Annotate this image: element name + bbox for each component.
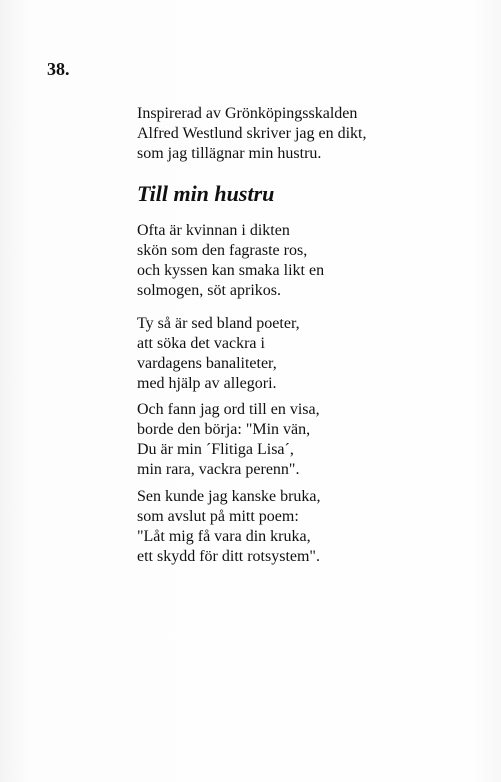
intro-paragraph	[137, 104, 467, 164]
intro-line: som jag tillägnar min hustru.	[137, 145, 322, 162]
verse-line: solmogen, söt aprikos.	[137, 282, 281, 299]
verse-line: ett skydd för ditt rotsystem".	[137, 548, 320, 565]
verse-line: som avslut på mitt poem:	[137, 508, 299, 525]
verse-line: skön som den fagraste ros,	[137, 242, 308, 259]
verse-line: Du är min ´Flitiga Lisa´,	[137, 441, 294, 458]
verse-line: Sen kunde jag kanske bruka,	[137, 488, 321, 505]
stanza-4	[137, 487, 467, 567]
verse-line: vardagens banaliteter,	[137, 355, 277, 372]
verse-line: med hjälp av allegori.	[137, 375, 277, 392]
intro-line: Inspirerad av Grönköpingsskalden	[137, 105, 358, 122]
stanza-3	[137, 400, 467, 480]
verse-line: att söka det vackra i	[137, 335, 265, 352]
verse-line: Och fann jag ord till en visa,	[137, 401, 320, 418]
verse-line: Ofta är kvinnan i dikten	[137, 222, 290, 239]
verse-line: "Låt mig få vara din kruka,	[137, 528, 311, 545]
page-number: 38.	[47, 59, 70, 79]
intro-line: Alfred Westlund skriver jag en dikt,	[137, 125, 367, 142]
verse-line: och kyssen kan smaka likt en	[137, 262, 325, 279]
verse-line: borde den börja: "Min vän,	[137, 421, 311, 438]
verse-line: min rara, vackra perenn".	[137, 461, 300, 478]
stanza-2	[137, 314, 467, 394]
poem-title: Till min hustru	[137, 181, 275, 206]
stanza-1	[137, 221, 467, 301]
verse-line: Ty så är sed bland poeter,	[137, 315, 300, 332]
